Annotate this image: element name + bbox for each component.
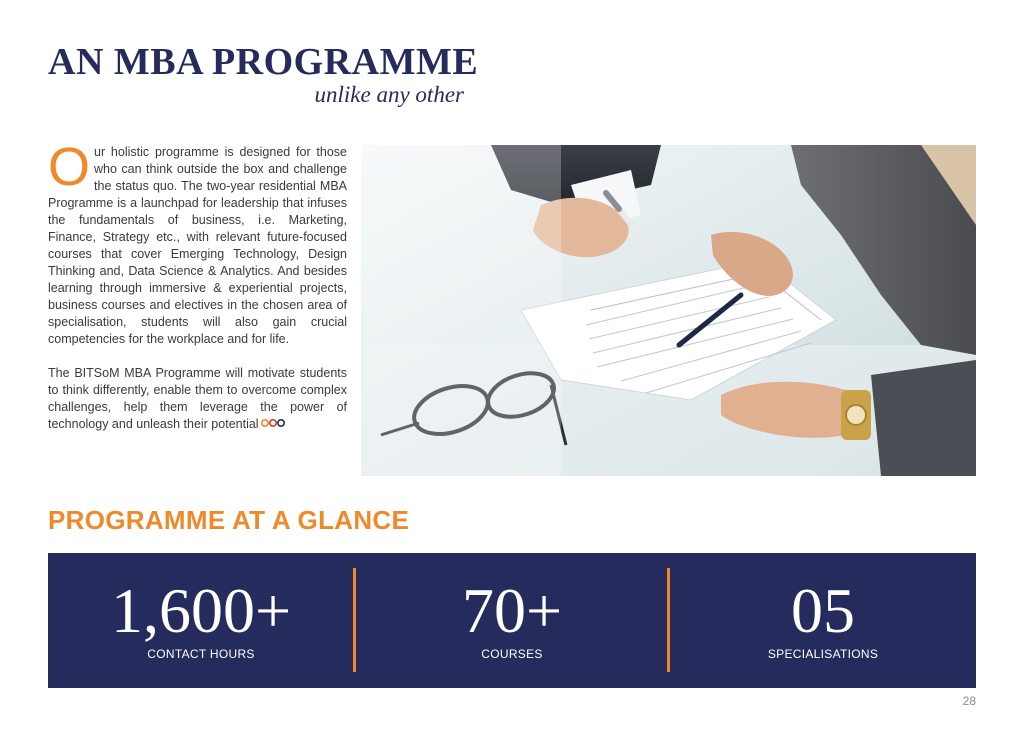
stat-label: COURSES bbox=[481, 647, 543, 661]
page-number: 28 bbox=[962, 694, 976, 708]
glance-heading: PROGRAMME AT A GLANCE bbox=[48, 505, 410, 535]
intro-text bbox=[48, 137, 347, 433]
business-meeting-photo bbox=[361, 145, 976, 476]
infinity-logo-icon bbox=[261, 416, 285, 433]
stat-divider bbox=[353, 568, 356, 672]
intro-paragraph-1 bbox=[48, 137, 347, 348]
stat-label: SPECIALISATIONS bbox=[767, 647, 879, 661]
page-title: AN MBA PROGRAMME bbox=[48, 41, 479, 83]
intro-paragraph-2-text: The BITSoM MBA Programme will motivate students to think differently, enable them to overcome complex challenges, help them leverage the power of technology and unleash their potential bbox=[48, 366, 347, 431]
stat-specialisations bbox=[670, 553, 976, 688]
stat-label: CONTACT HOURS bbox=[147, 647, 255, 661]
dropcap-letter: O bbox=[48, 137, 91, 197]
intro-paragraph-2 bbox=[48, 365, 347, 433]
intro-paragraph-1-text: ur holistic programme is designed for those who can think outside the box and challenge the status quo. The two-year residential MBA Programme is a launchpad for leadership that infuses the fundamentals of business, i.e. Marketing, Finance, Strategy etc., with relevant future-focused courses that cover Emerging Technology, Design Thinking and, Data Science & Analytics. And besides learning through immersive & experiential projects, business courses and electives in the chosen area of specialisation, students will also gain crucial competencies for the workplace and for life. bbox=[48, 145, 347, 346]
stat-value: 70+ bbox=[461, 575, 563, 646]
stat-value: 05 bbox=[791, 575, 855, 646]
stat-contact-hours bbox=[48, 553, 354, 688]
stat-value: 1,600+ bbox=[110, 575, 292, 646]
stat-courses bbox=[359, 553, 665, 688]
page-subtitle: unlike any other bbox=[314, 82, 464, 107]
stats-panel bbox=[48, 553, 976, 688]
